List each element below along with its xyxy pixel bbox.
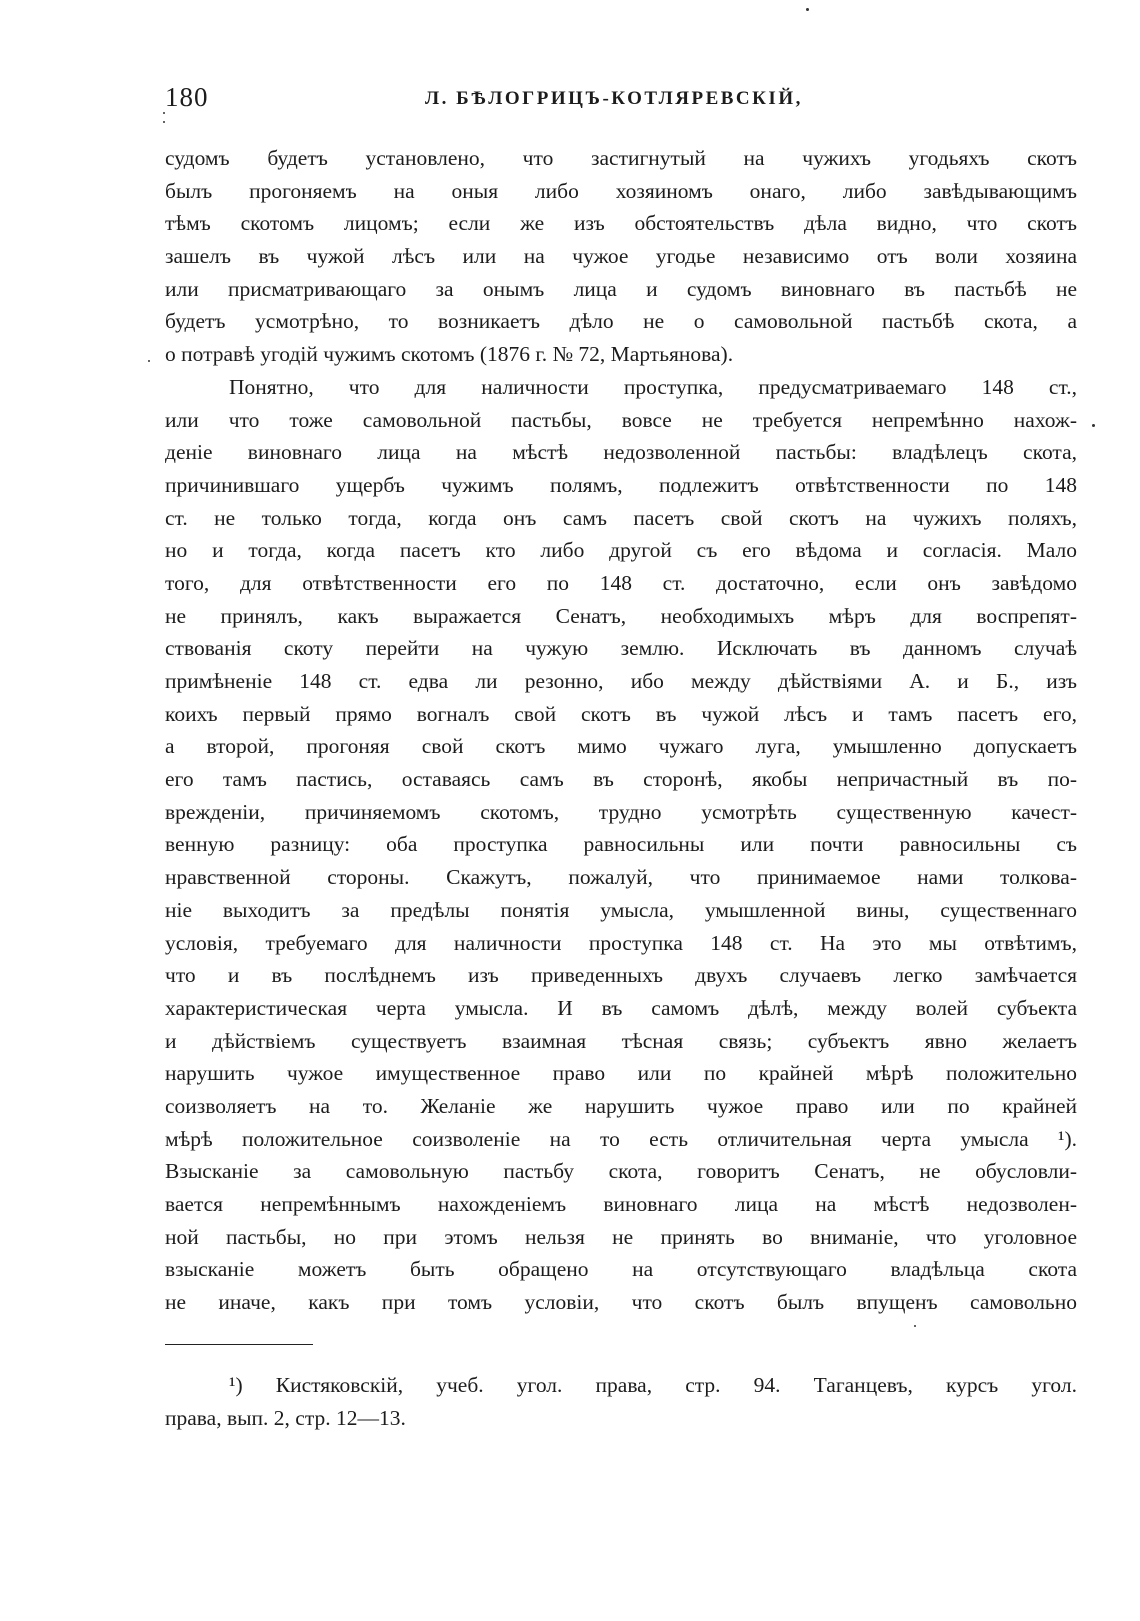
body-text	[165, 142, 1077, 1319]
text-line: былъ прогоняемъ на оныя либо хозяиномъ онаго, либо завѣдывающимъ	[165, 178, 1077, 203]
running-title: Л. БѢЛОГРИЦЪ-КОТЛЯРЕВСКІЙ,	[425, 88, 803, 109]
scan-speck	[163, 121, 165, 123]
footnote-line	[165, 1369, 1077, 1402]
text-line: причинившаго ущербъ чужимъ полямъ, подлежитъ отвѣтственности по 148	[165, 472, 1077, 497]
text-line: коихъ первый прямо вогналъ свой скотъ въ чужой лѣсъ и тамъ пасетъ его,	[165, 701, 1077, 726]
text-line: ст. не только тогда, когда онъ самъ пасетъ свой скотъ на чужихъ поляхъ,	[165, 505, 1077, 530]
text-line: Понятно, что для наличности проступка, предусматриваемаго 148 ст.,	[229, 374, 1077, 399]
text-line: условія, требуемаго для наличности проступка 148 ст. На это мы отвѣтимъ,	[165, 930, 1077, 955]
footnote-marker: ¹)	[229, 1373, 243, 1397]
text-line: но и тогда, когда пасетъ кто либо другой съ его вѣдома и согласія. Мало	[165, 538, 1077, 563]
text-line: нравственной стороны. Скажутъ, пожалуй, что принимаемое нами толкова-	[165, 865, 1077, 890]
text-line: примѣненіе 148 ст. едва ли резонно, ибо между дѣйствіями А. и Б., изъ	[165, 669, 1077, 693]
text-line: о потравѣ угодій чужимъ скотомъ (1876 г. № 72, Мартьянова).	[165, 342, 734, 367]
text-line: ствованія скоту перейти на чужую землю. Исключать въ данномъ случаѣ	[165, 636, 1077, 661]
text-line: мѣрѣ положительное соизволеніе на то есть отличительная черта умысла ¹).	[165, 1126, 1077, 1151]
paragraph-2	[165, 371, 1077, 1319]
text-line: венную разницу: оба проступка равносильны или почти равносильны съ	[165, 832, 1077, 857]
footnote-rule	[165, 1344, 313, 1345]
text-line: не иначе, какъ при томъ условіи, что скотъ былъ впущенъ самовольно	[165, 1290, 1077, 1315]
page-number: 180	[165, 82, 209, 112]
text-line: нарушить чужое имущественное право или по крайней мѣрѣ положительно	[165, 1061, 1077, 1086]
text-line: характеристическая черта умысла. И въ самомъ дѣлѣ, между волей субъекта	[165, 995, 1077, 1020]
scan-speck	[148, 360, 150, 362]
paragraph-1	[165, 142, 1077, 371]
text-line: а второй, прогоняя свой скотъ мимо чужаго луга, умышленно допускаетъ	[165, 734, 1077, 759]
text-line: взысканіе можетъ быть обращено на отсутствующаго владѣльца скота	[165, 1257, 1077, 1282]
text-line: и дѣйствіемъ существуетъ взаимная тѣсная связь; субъектъ явно желаетъ	[165, 1028, 1077, 1053]
text-line: будетъ усмотрѣно, то возникаетъ дѣло не о самовольной пастьбѣ скота, а	[165, 309, 1077, 334]
footnote-line: права, вып. 2, стр. 12—13.	[165, 1406, 406, 1430]
text-line: или что тоже самовольной пастьбы, вовсе не требуется непремѣнно нахож-	[165, 407, 1077, 432]
text-line: судомъ будетъ установлено, что застигнутый на чужихъ угодьяхъ скотъ	[165, 146, 1077, 170]
text-line: ной пастьбы, но при этомъ нельзя не принять во вниманіе, что уголовное	[165, 1224, 1077, 1249]
page-header	[165, 82, 1077, 122]
text-line: или присматривающаго за онымъ лица и судомъ виновнаго въ пастьбѣ не	[165, 276, 1077, 301]
text-line: зашелъ въ чужой лѣсъ или на чужое угодье независимо отъ воли хозяина	[165, 244, 1077, 269]
text-line: того, для отвѣтственности его по 148 ст. достаточно, если онъ завѣдомо	[165, 570, 1077, 595]
scan-speck	[163, 112, 165, 114]
scan-speck	[1092, 424, 1095, 427]
text-line: не принялъ, какъ выражается Сенатъ, необходимыхъ мѣръ для воспрепят-	[165, 603, 1077, 628]
text-line: его тамъ пастись, оставаясь самъ въ сторонѣ, якобы непричастный въ по-	[165, 767, 1077, 792]
text-line: врежденіи, причиняемомъ скотомъ, трудно усмотрѣть существенную качест-	[165, 799, 1077, 824]
text-line: вается непремѣннымъ нахожденіемъ виновнаго лица на мѣстѣ недозволен-	[165, 1192, 1077, 1216]
footnote-text: Кистяковскій, учеб. угол. права, стр. 94. Таганцевъ, курсъ угол.	[275, 1373, 1077, 1397]
text-line: деніе виновнаго лица на мѣстѣ недозволенной пастьбы: владѣлецъ скота,	[165, 440, 1077, 465]
scan-speck	[806, 8, 809, 11]
text-line: ніе выходитъ за предѣлы понятія умысла, умышленной вины, существеннаго	[165, 897, 1077, 922]
text-line: соизволяетъ на то. Желаніе же нарушить чужое право или по крайней	[165, 1093, 1077, 1118]
scan-speck	[914, 1325, 916, 1327]
text-line: Взысканіе за самовольную пастьбу скота, говоритъ Сенатъ, не обусловли-	[165, 1159, 1077, 1184]
footnotes	[165, 1369, 1077, 1435]
text-line: что и въ послѣднемъ изъ приведенныхъ двухъ случаевъ легко замѣчается	[165, 963, 1077, 988]
text-line: тѣмъ скотомъ лицомъ; если же изъ обстоятельствъ дѣла видно, что скотъ	[165, 211, 1077, 236]
